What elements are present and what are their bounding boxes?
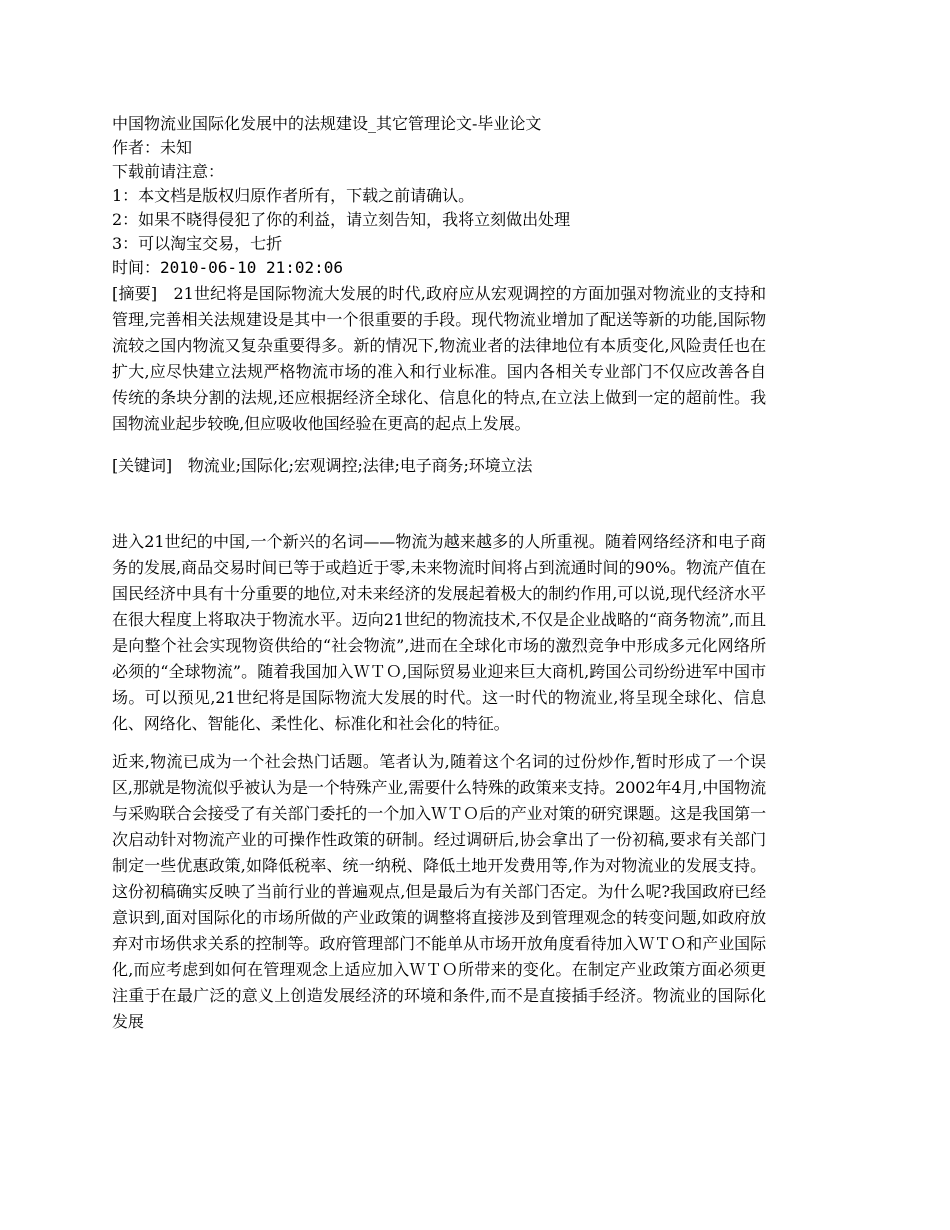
notice-heading: 下载前请注意： xyxy=(112,162,225,181)
notice-item-3: 3：可以淘宝交易，七折 xyxy=(112,234,283,253)
timestamp-line: 时间：2010-06-10 21:02:06 xyxy=(112,258,344,277)
document-title: 中国物流业国际化发展中的法规建设_其它管理论文-毕业论文 xyxy=(112,114,542,133)
keywords-line: [关键词] 物流业;国际化;宏观调控;法律;电子商务;环境立法 xyxy=(112,456,533,475)
body-paragraph-1: 进入21世纪的中国,一个新兴的名词——物流为越来越多的人所重视。随着网络经济和电子商务的发展,商品交易时间已等于或趋近于零,未来物流时间将占到流通时间的90%。物流产值在国民经济中具有十分重要的地位,对未来经济的发展起着极大的制约作用,可以说,现代经济水平在很大程度上将取决于物流水平。迈向21世纪的物流技术,不仅是企业战略的“商务物流”,而且是向整个社会实现物资供给的“社会物流”,进而在全球化市场的激烈竞争中形成多元化网络所必须的“全球物流”。随着我国加入ＷＴＯ,国际贸易业迎来巨大商机,跨国公司纷纷进军中国市场。可以预见,21世纪将是国际物流大发展的时代。这一时代的物流业,将呈现全球化、信息化、网络化、智能化、柔性化、标准化和社会化的特征。 xyxy=(112,532,766,733)
document-page xyxy=(112,112,766,1035)
body-paragraph-2: 近来,物流已成为一个社会热门话题。笔者认为,随着这个名词的过份炒作,暂时形成了一个误区,那就是物流似乎被认为是一个特殊产业,需要什么特殊的政策来支持。2002年4月,中国物流与采购联合会接受了有关部门委托的一个加入ＷＴＯ后的产业对策的研究课题。这是我国第一次启动针对物流产业的可操作性政策的研制。经过调研后,协会拿出了一份初稿,要求有关部门制定一些优惠政策,如降低税率、统一纳税、降低土地开发费用等,作为对物流业的发展支持。这份初稿确实反映了当前行业的普遍观点,但是最后为有关部门否定。为什么呢?我国政府已经意识到,面对国际化的市场所做的产业政策的调整将直接涉及到管理观念的转变问题,如政府放弃对市场供求关系的控制等。政府管理部门不能单从市场开放角度看待加入ＷＴＯ和产业国际化,而应考虑到如何在管理观念上适应加入ＷＴＯ所带来的变化。在制定产业政策方面必须更注重于在最广泛的意义上创造发展经济的环境和条件,而不是直接插手经济。物流业的国际化发展 xyxy=(112,752,766,1031)
author-line: 作者：未知 xyxy=(112,138,193,157)
notice-item-2: 2：如果不晓得侵犯了你的利益，请立刻告知，我将立刻做出处理 xyxy=(112,210,571,229)
abstract-paragraph: [摘要] 21世纪将是国际物流大发展的时代,政府应从宏观调控的方面加强对物流业的支持和管理,完善相关法规建设是其中一个很重要的手段。现代物流业增加了配送等新的功能,国际物流较之国内物流又复杂重要得多。新的情况下,物流业者的法律地位有本质变化,风险责任也在扩大,应尽快建立法规严格物流市场的准入和行业标准。国内各相关专业部门不仅应改善各自传统的条块分割的法规,还应根据经济全球化、信息化的特点,在立法上做到一定的超前性。我国物流业起步较晚,但应吸收他国经验在更高的起点上发展。 xyxy=(112,284,766,433)
notice-item-1: 1：本文档是版权归原作者所有，下载之前请确认。 xyxy=(112,186,475,205)
